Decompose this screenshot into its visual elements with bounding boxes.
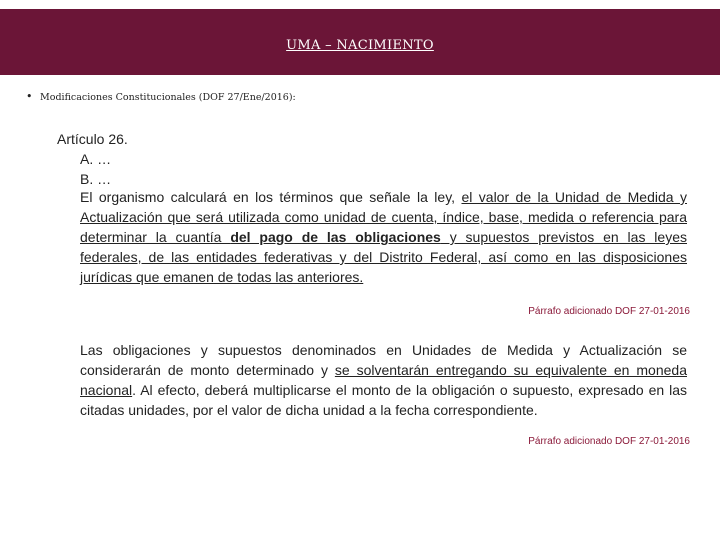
page-title: UMA – NACIMIENTO [286,38,434,53]
paragraph-1-underlined-2: y supuestos previstos en las leyes federales, de las entidades federativas y del Distrito Federal, así como en las disposiciones jurídicas que emanen de todas las anteriores. [80,229,687,285]
paragraph-1-underlined-1: el valor de la Unidad de Medida y Actualización que será utilizada como unidad de cuenta, índice, base, medida o referencia para determinar la cuantía [80,189,687,245]
article-paragraph-2 [80,340,687,420]
paragraph-2-rest: . Al efecto, deberá multiplicarse el monto de la obligación o supuesto, expresado en las citadas unidades, por el valor de dicha unidad a la fecha correspondiente. [80,382,687,418]
paragraph-2-intro: Las obligaciones y supuestos denominados en Unidades de Medida y Actualización se considerarán de monto determinado y [80,342,687,378]
bullet-dot-icon: • [26,90,33,103]
article-heading: Artículo 26. [57,131,128,147]
amendment-note-1: Párrafo adicionado DOF 27-01-2016 [528,306,690,317]
paragraph-1-bold-underlined: del pago de las obligaciones [230,229,441,245]
paragraph-1-intro: El organismo calculará en los términos que señale la ley, [80,189,462,205]
paragraph-2-underlined: se solventarán entregando su equivalente en moneda nacional [80,362,687,398]
article-paragraph-1 [80,187,687,287]
bullet-item [26,90,296,103]
amendment-note-2: Párrafo adicionado DOF 27-01-2016 [528,436,690,447]
title-banner [0,9,720,75]
article-item-a: A. … [80,151,112,167]
article-item-b: B. … [80,171,112,187]
bullet-text: Modificaciones Constitucionales (DOF 27/Ene/2016): [40,92,296,103]
